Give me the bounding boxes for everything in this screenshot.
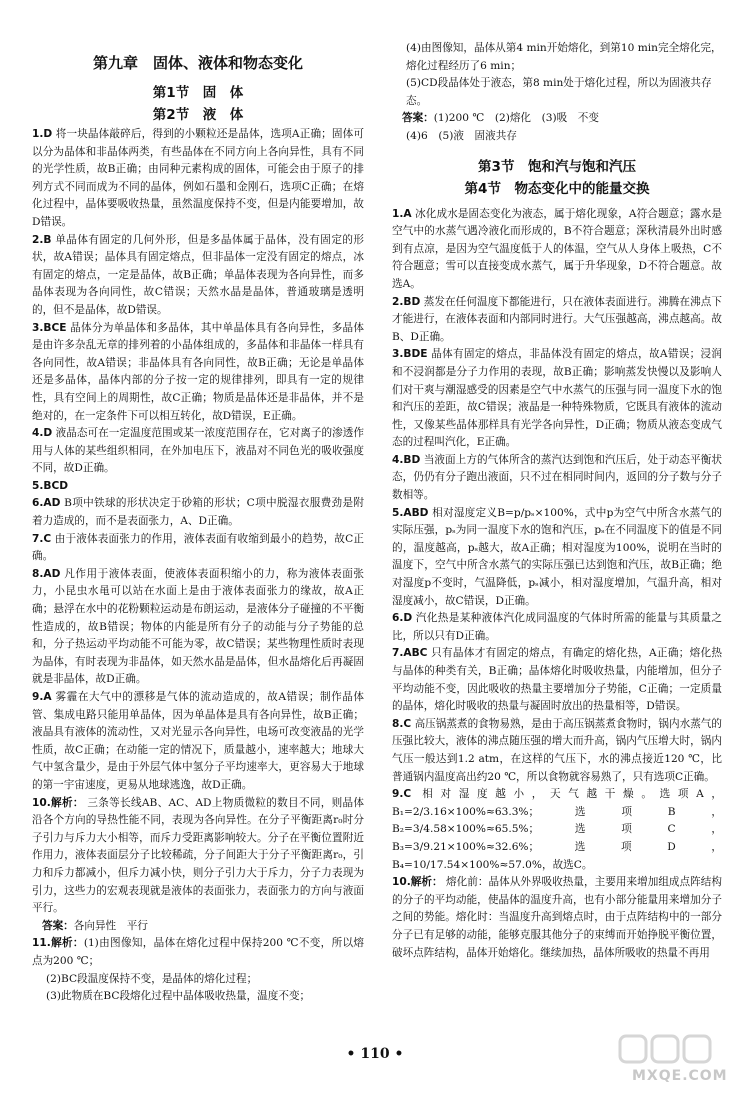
right-answer-item-4 [392, 452, 722, 505]
right-answer-item-3 [392, 346, 722, 452]
left-answer-item-8 [32, 566, 364, 689]
section-title-4: 第4节 物态变化中的能量交换 [464, 180, 650, 197]
right-answer-item-number: 9.C [392, 788, 412, 801]
right-answer-item-10 [392, 874, 722, 962]
section-title-2: 第2节 液 体 [152, 107, 244, 123]
right-answer-item-number: 8.C [392, 717, 412, 730]
right-answer-item-text: 熔化前：晶体从外界吸收热量，主要用来增加组成点阵结构的分子的平均动能，使晶体的温度升高，也有小部分能量用来增加分子之间的势能。熔化时：当温度升高到熔点时，由于点阵结构中的一部分分子已有足够的动能，能够克服其他分子的束缚而开始挣脱平衡位置，破坏点阵结构，晶体开始熔化。继续加热，晶体所吸收的热量不再用 [392, 876, 722, 959]
answer-line-11b: (4)6 (5)液 固液共存 [406, 129, 517, 142]
left-answer-item-text: 凡作用于液体表面，使液体表面积缩小的力，称为液体表面张力，小昆虫水黾可以站在水面上是由于液体表面张力的缘故，故A正确；悬浮在水中的花粉颗粒运动是布朗运动，是液体分子碰撞的不平衡性造成的，故B错误；物体的内能是所有分子的动能与分子势能的总和，分子热运动平均动能不可能为零，故C错误；某些物理性质时表现为晶体，有时表现为非晶体，如天然水晶是晶体，但水晶熔化后再凝固就是非晶体，故D正确。 [32, 567, 365, 686]
right-answer-item-1 [392, 206, 722, 294]
left-answer-item-number: 7.C [32, 532, 52, 545]
left-answer-item-number: 2.B [32, 233, 52, 246]
right-answer-item-number: 7.ABC [392, 647, 428, 660]
left-answer-item-5 [32, 478, 364, 496]
right-answer-item-5 [392, 505, 722, 611]
right-answer-item-text: 相对湿度越小，天气越干燥。选项A，B₁=2/3.16×100%≈63.3%；选项B，B₂=3/4.58×100%≈65.5%；选项C，B₃=3/9.21×100%≈32.6%；选项D，B₄=10/17.54×100%≈57.0%，故选C。 [392, 788, 723, 871]
right-answer-item-text: 当液面上方的气体所含的蒸汽达到饱和汽压后，处于动态平衡状态，仍仍有分子跑出液面，只不过在相同时间内，返回的分子数与分子数相等。 [392, 453, 722, 502]
left-answer-list [32, 126, 364, 918]
right-answer-item-text: 冰化成水是固态变化为液态，属于熔化现象，A符合题意；露水是空气中的水蒸气遇冷液化而形成的，B不符合题意；深秋清晨外出时感到有点凉，是因为空气温度低于人的体温，空气从人身体上吸热，C不符合题意；雪可以直接变成水蒸气，属于升华现象，D不符合题意。故选A。 [392, 207, 722, 290]
left-answer-item-1 [32, 126, 364, 232]
left-answer-item-text: 雾霾在大气中的漂移是气体的流动造成的，故A错误；制作晶体管、集成电路只能用单晶体，因为单晶体是具有各向异性，故B正确；液晶具有液体的流动性，又对光显示各向异性，电场可改变液晶的光学性质，故C正确；在动能一定的情况下，质量越小，速率越大；地球大气中氢含量少，是由于外层气体中氢分子平均速率大，更容易大于地球的第一宇宙速度，更易从地球逃逸，故D正确。 [32, 691, 364, 791]
left-answer-item-text: 液晶态可在一定温度范围或某一浓度范围存在，它对离子的渗透作用与人体的某些组织相同，在外加电压下，液晶对不同色光的吸收强度不同，故D正确。 [32, 427, 365, 475]
left-answer-item-text: 将一块晶体敲碎后，得到的小颗粒还是晶体，选项A正确；固体可以分为晶体和非晶体两类，有些晶体在不同方向上各向异性，具有不同的光学性质，故B正确；由同种元素构成的固体，可能会由于原子的排列方式不同而成为不同的晶体，例如石墨和金刚石，选项C正确；在熔化过程中，晶体要吸收热量，虽然温度保持不变，但是内能要增加，故D错误。 [32, 128, 364, 228]
left-answer-item-text: 三条等长线AB、AC、AD上物质微粒的数目不同，则晶体沿各个方向的导热性能不同，表现为各向异性。在分子平衡距离r₀时分子引力与斥力大小相等，而斥力受距离影响较大。分子在平衡位置附近作用力，液体表面层分子比较稀疏，分子间距大于分子平衡距离r₀，引力和斥力都减小，但斥力减小快，则分子引力大于斥力，分子力表现为引力，这些力的宏观表现就是液体的表面张力，表面张力的方向与液面平行。 [32, 796, 364, 915]
left-answer-item-number: 4.D [32, 427, 53, 440]
answer-item-11: 11.解析：(1)由图像知，晶体在熔化过程中保持200 ℃不变，所以熔点为200 ℃； [32, 937, 364, 967]
left-answer-item-number: 10.解析： [32, 796, 84, 809]
left-answer-item-2 [32, 232, 364, 320]
right-answer-item-text: 高压锅蒸煮的食物易熟，是由于高压锅蒸煮食物时，锅内水蒸气的压强比较大，液体的沸点随压强的增大而升高，锅内气压增大时，锅内气压一般达到1.2 atm，在这样的气压下，水的沸点接近120 ℃，比普通锅内温度高出约20 ℃，所以食物就容易熟了，只有选项C正确。 [392, 717, 723, 783]
right-answer-item-8 [392, 716, 722, 786]
left-answer-item-4 [32, 425, 364, 478]
right-answer-list [392, 206, 722, 963]
right-answer-item-text: 晶体有固定的熔点，非晶体没有固定的熔点，故A错误；浸润和不浸润都是分子力作用的表现，故B正确；影响蒸发快慢以及影响人们对干爽与潮湿感受的因素是空气中水蒸气的压强与同一温度下水的饱和汽压的差距，故C错误；液晶是一种特殊物质，它既具有液体的流动性，又像某些晶体那样具有光学各向异性，D正确；物质从液态变成气态的过程叫汽化，E正确。 [392, 348, 722, 449]
continued-line-5: (5)CD段晶体处于液态，第8 min处于熔化过程，所以为固液共存态。 [406, 77, 712, 107]
left-answer-item-number: 5.BCD [32, 479, 69, 492]
right-answer-item-number: 5.ABD [392, 506, 429, 519]
right-answer-item-number: 10.解析： [392, 876, 443, 889]
left-answer-item-7 [32, 531, 364, 566]
right-answer-item-number: 4.BD [392, 453, 421, 466]
continued-line-4: (4)由图像知，晶体从第4 min开始熔化，到第10 min完全熔化完，熔化过程经历了6 min； [406, 42, 722, 72]
right-answer-item-number: 1.A [392, 207, 412, 220]
section-title-3: 第3节 饱和汽与饱和汽压 [478, 158, 636, 175]
chapter-title: 第九章 固体、液体和物态变化 [92, 54, 303, 72]
right-column [392, 40, 722, 962]
left-answer-item-number: 3.BCE [32, 321, 67, 334]
right-answer-item-9 [392, 786, 722, 874]
right-answer-item-number: 3.BDE [392, 348, 428, 361]
right-answer-item-7 [392, 645, 722, 715]
section-title-1: 第1节 固 体 [152, 85, 244, 101]
left-answer-item-number: 8.AD [32, 567, 61, 580]
left-answer-item-text: 单晶体有固定的几何外形，但是多晶体属于晶体，没有固定的形状，故A错误；晶体具有固定熔点，但非晶体一定没有固定的熔点，冰有固定的熔点，一定是晶体，故B正确；单晶体表现为各向异性，而多晶体表现为各向同性，故C错误；天然水晶是晶体，普通玻璃是透明的，但不是晶体，故D错误。 [32, 233, 365, 316]
right-answer-item-2 [392, 294, 722, 347]
left-answer-item-text: 晶体分为单晶体和多晶体，其中单晶体具有各向异性，多晶体是由许多杂乱无章的排列着的小晶体组成的，多晶体和非晶体一样具有各向同性，故A错误；非晶体具有各向同性，故B正确；无论是单晶体还是多晶体，晶体内部的分子按一定的规律排列，即具有一定的规律性，具有空间上的周期性，故C正确；物质是晶体还是非晶体，并不是绝对的，在一定条件下可以相互转化，故D错误，E正确。 [32, 321, 364, 422]
left-column [32, 40, 364, 1006]
right-answer-item-text: 蒸发在任何温度下都能进行，只在液体表面进行。沸腾在沸点下才能进行，在液体表面和内部同时进行。大气压强越高，沸点越高。故B、D正确。 [392, 295, 722, 343]
left-answer-item-9 [32, 689, 364, 795]
right-answer-item-text: 相对湿度定义B=p/pₛ×100%，式中p为空气中所含水蒸气的实际压强，pₛ为同一温度下水的饱和汽压，pₛ在不同温度下的值是不同的，温度越高，pₛ越大，故A正确；相对湿度为100%，说明在当时的温度下，空气中所含水蒸气的实际压强已达到饱和汽压，故B正确；绝对湿度p不变时，气温降低，pₛ减小，相对湿度增加，气温升高，相对湿度减小，故C错误，D正确。 [392, 506, 722, 607]
answer-item-11-line3: (3)此物质在BC段熔化过程中晶体吸收热量，温度不变； [46, 990, 311, 1003]
right-answer-item-text: 只有晶体才有固定的熔点，有确定的熔化热，A正确；熔化热与晶体的种类有关，B正确；晶体熔化时吸收热量，内能增加，但分子平均动能不变，因此吸收的热量主要增加分子势能，C正确；一定质量的晶体，熔化时吸收的热量与凝固时放出的热量相等，D错误。 [392, 647, 722, 713]
left-answer-item-10 [32, 795, 364, 918]
right-answer-item-number: 6.D [392, 612, 413, 625]
left-answer-item-text: B项中铁球的形状决定于砂箱的形状；C项中脱湿衣服费劲是附着力造成的，而不是表面张力，A、D正确。 [32, 497, 364, 528]
right-answer-item-number: 2.BD [392, 295, 421, 308]
right-answer-item-6 [392, 610, 722, 645]
left-answer-item-number: 6.AD [32, 497, 61, 510]
answer-line-11: 答案：(1)200 ℃ (2)熔化 (3)吸 不变 [402, 112, 599, 125]
page-number: • 110 • [346, 1046, 404, 1062]
watermark-text: MXQE.COM [632, 1068, 728, 1084]
left-answer-item-number: 9.A [32, 691, 52, 703]
left-answer-item-3 [32, 320, 364, 426]
left-answer-item-text: 由于液体表面张力的作用，液体表面有收缩到最小的趋势，故C正确。 [32, 532, 364, 563]
answer-line-10: 答案：各向异性 平行 [42, 919, 148, 932]
left-answer-item-6 [32, 495, 364, 530]
right-answer-item-text: 汽化热是某种液体汽化成同温度的气体时所需的能量与其质量之比，所以只有D正确。 [392, 612, 722, 642]
left-answer-item-number: 1.D [32, 128, 53, 140]
answer-item-11-line2: (2)BC段温度保持不变，是晶体的熔化过程； [46, 972, 258, 985]
